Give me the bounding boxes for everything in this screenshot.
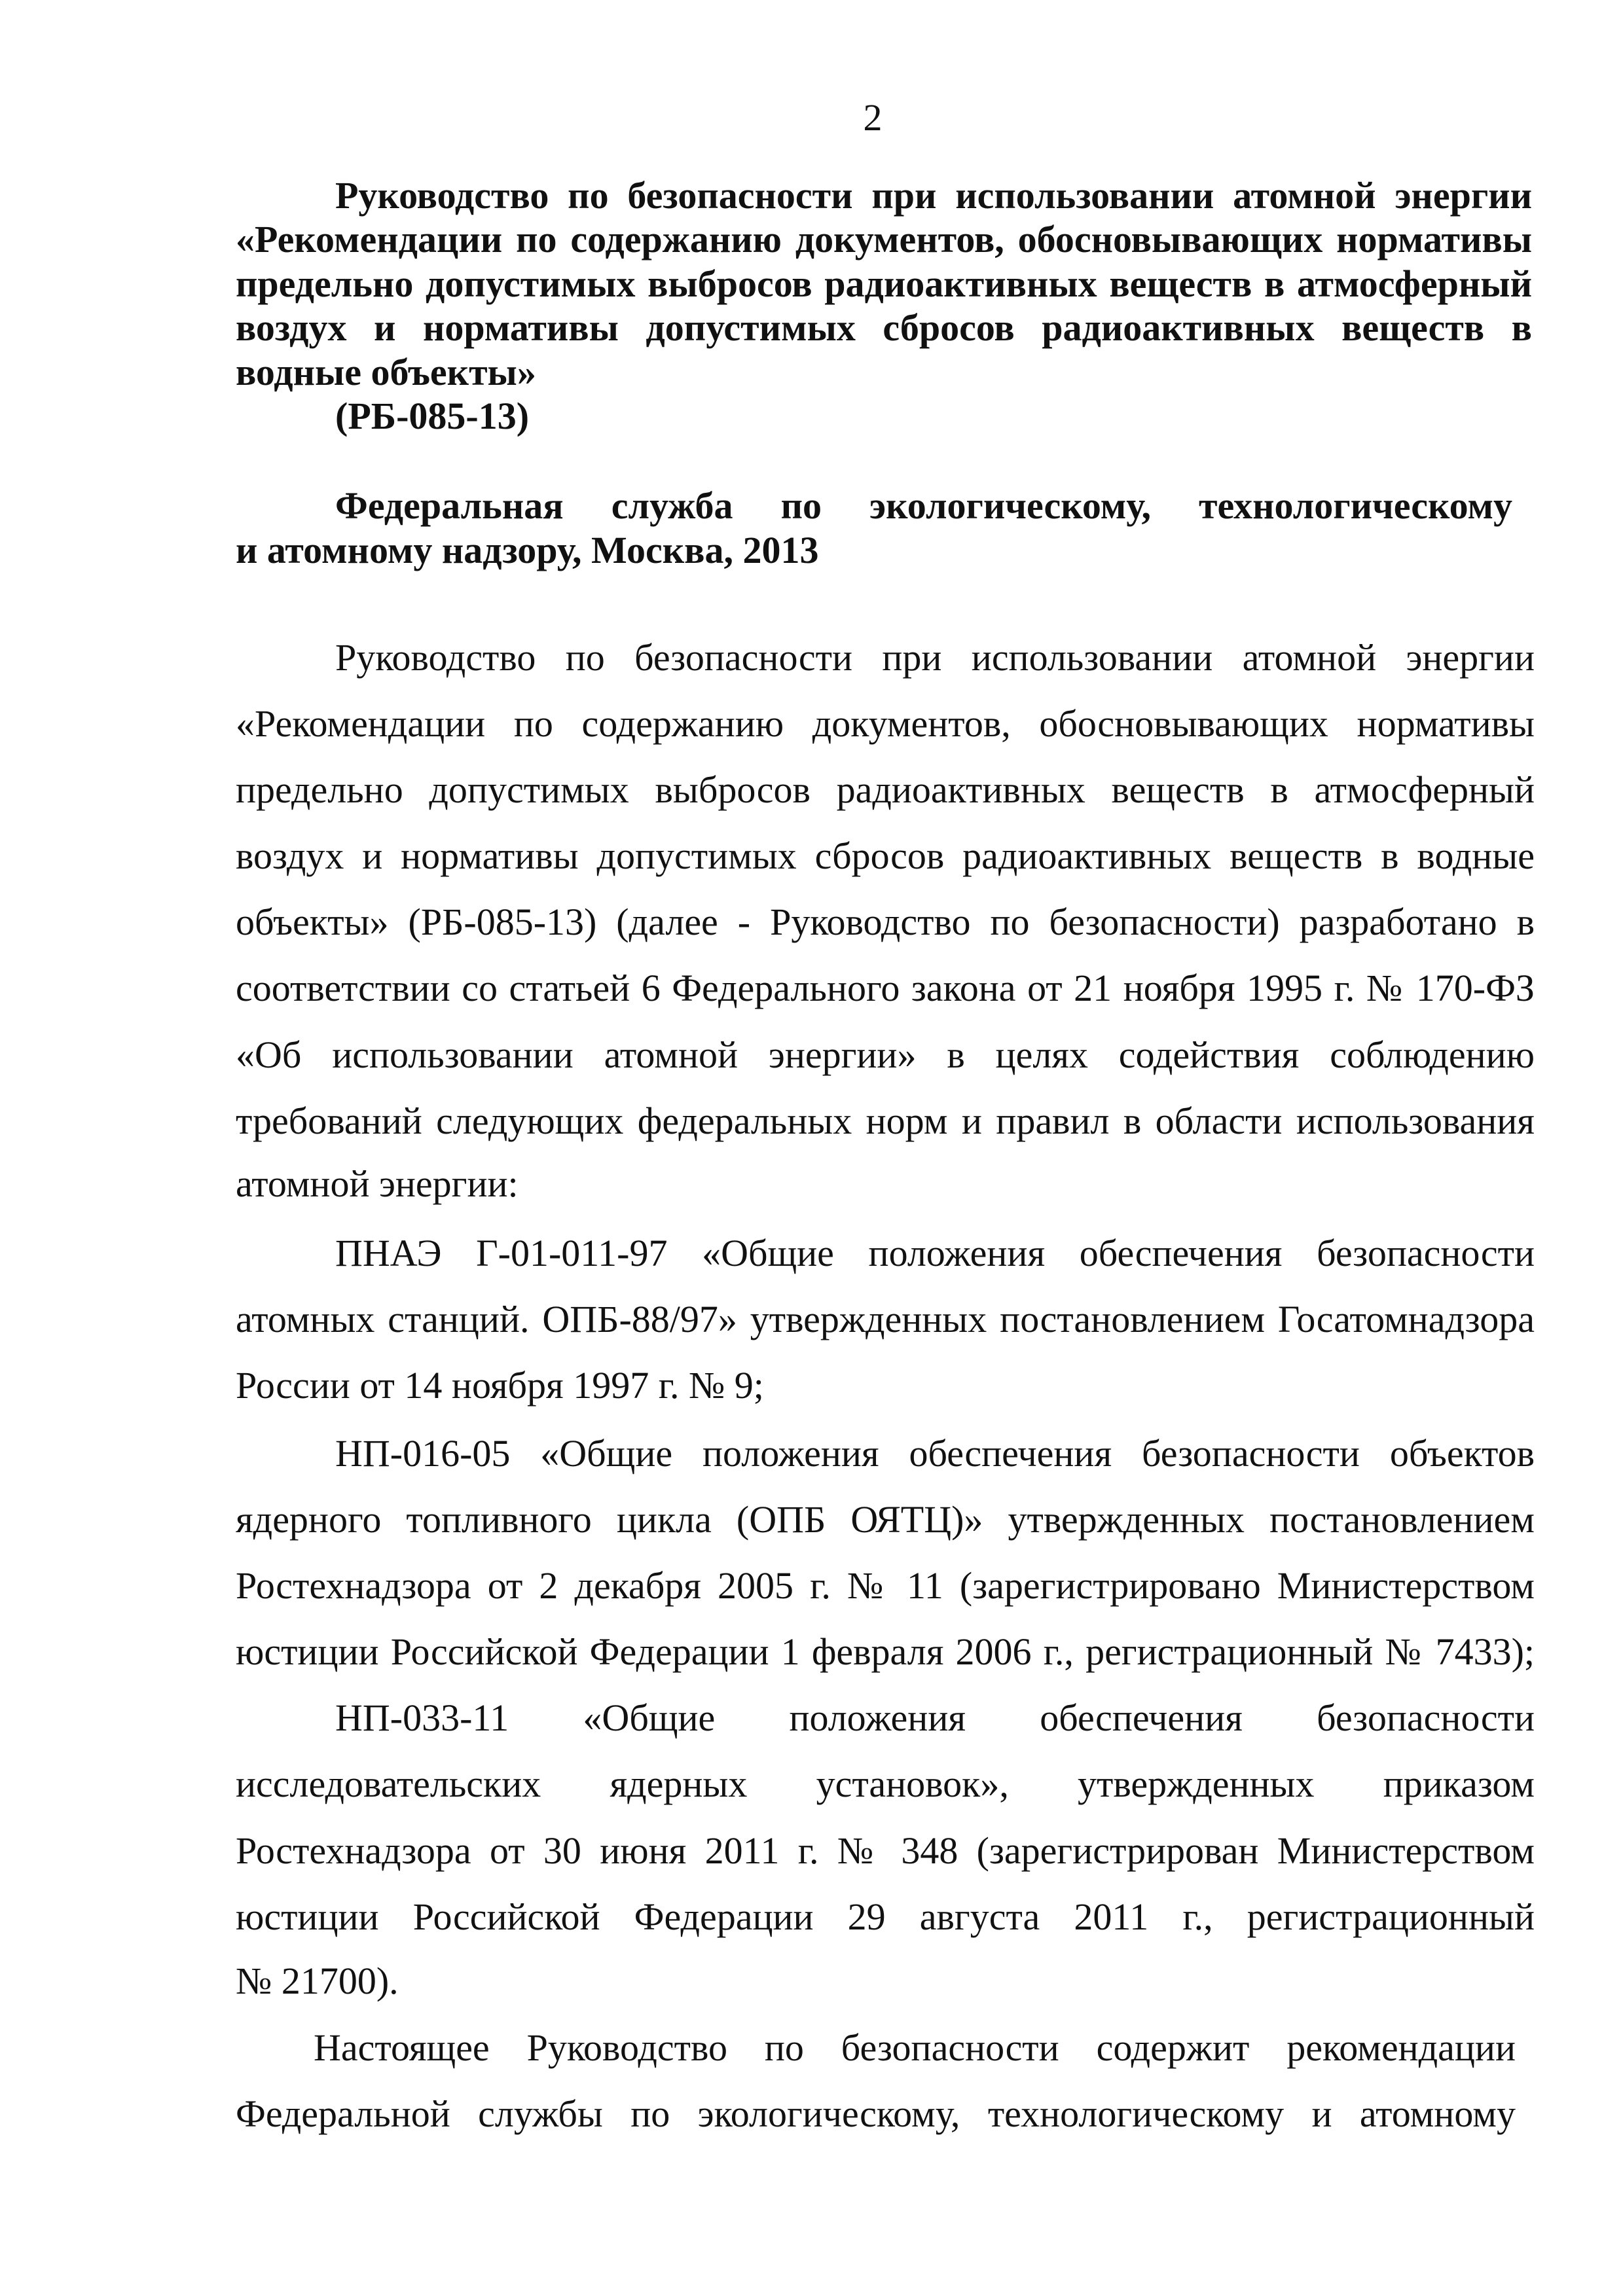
heading-title-line: предельно допустимых выбросов радиоактивных веществ в атмосферный [236, 262, 1532, 305]
paragraph-line: воздух и нормативы допустимых сбросов радиоактивных веществ в водные [236, 834, 1535, 877]
paragraph-line: исследовательских ядерных установок», утвержденных приказом [236, 1763, 1535, 1805]
publisher-line: и атомному надзору, Москва, 2013 [236, 529, 819, 571]
paragraph-line: Федеральной службы по экологическому, технологическому и атомному [236, 2092, 1516, 2135]
page-number: 2 [863, 96, 883, 139]
paragraph-line: атомных станций. ОПБ-88/97» утвержденных постановлением Госатомнадзора [236, 1298, 1535, 1340]
heading-title-line: Руководство по безопасности при использовании атомной энергии [335, 174, 1532, 217]
paragraph-line: НП-016-05 «Общие положения обеспечения безопасности объектов [335, 1432, 1535, 1475]
heading-title-line: воздух и нормативы допустимых сбросов радиоактивных веществ в [236, 306, 1532, 349]
paragraph-line: атомной энергии: [236, 1162, 519, 1205]
paragraph-line: Ростехнадзора от 2 декабря 2005 г. № 11 (зарегистрировано Министерством [236, 1564, 1535, 1607]
heading-title-line: водные объекты» [236, 351, 536, 393]
paragraph-line: «Об использовании атомной энергии» в целях содействия соблюдению [236, 1033, 1535, 1076]
paragraph-line: требований следующих федеральных норм и правил в области использования [236, 1100, 1535, 1142]
paragraph-line: «Рекомендации по содержанию документов, обосновывающих нормативы [236, 702, 1535, 745]
paragraph-line: № 21700). [236, 1960, 399, 2002]
paragraph-line: предельно допустимых выбросов радиоактивных веществ в атмосферный [236, 768, 1535, 811]
paragraph-line: юстиции Российской Федерации 1 февраля 2006 г., регистрационный № 7433); [236, 1630, 1535, 1673]
paragraph-line: НП-033-11 «Общие положения обеспечения безопасности [335, 1696, 1535, 1739]
paragraph-line: Руководство по безопасности при использовании атомной энергии [335, 636, 1535, 679]
document-code: (РБ-085-13) [335, 395, 530, 437]
paragraph-line: соответствии со статьей 6 Федерального закона от 21 ноября 1995 г. № 170-ФЗ [236, 967, 1535, 1009]
paragraph-line: Ростехнадзора от 30 июня 2011 г. № 348 (зарегистрирован Министерством [236, 1829, 1535, 1872]
paragraph-line: объекты» (РБ-085-13) (далее - Руководство по безопасности) разработано в [236, 901, 1535, 943]
paragraph-line: юстиции Российской Федерации 29 августа 2011 г., регистрационный [236, 1895, 1535, 1938]
paragraph-line: России от 14 ноября 1997 г. № 9; [236, 1364, 764, 1407]
paragraph-line: ядерного топливного цикла (ОПБ ОЯТЦ)» утвержденных постановлением [236, 1498, 1535, 1541]
paragraph-line: Настоящее Руководство по безопасности содержит рекомендации [314, 2026, 1516, 2069]
heading-title-line: «Рекомендации по содержанию документов, обосновывающих нормативы [236, 218, 1532, 260]
paragraph-line: ПНАЭ Г-01-011-97 «Общие положения обеспечения безопасности [335, 1232, 1535, 1274]
publisher-line: Федеральная служба по экологическому, технологическому [335, 484, 1512, 527]
